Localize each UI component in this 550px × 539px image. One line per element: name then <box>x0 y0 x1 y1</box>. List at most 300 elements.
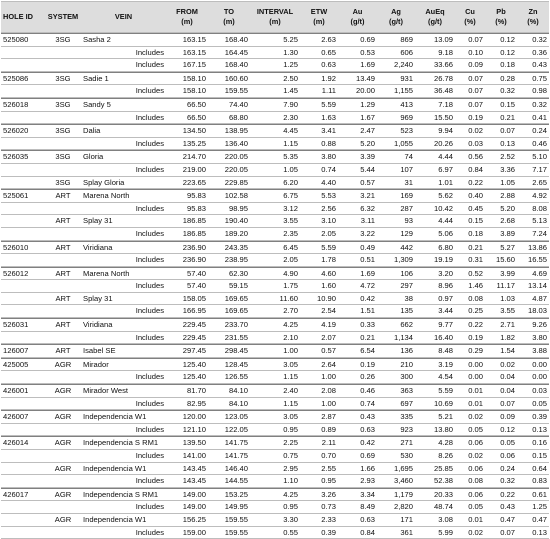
table-row <box>1 332 549 345</box>
system-cell <box>45 59 81 71</box>
pb-cell: 2.52 <box>500 152 515 162</box>
interval-cell: 3.55 <box>283 216 298 226</box>
pb-cell: 1.54 <box>500 346 515 356</box>
ag-cell: 923 <box>400 424 413 434</box>
interval-cell: 0.75 <box>283 451 298 460</box>
au-cell: 0.33 <box>360 320 375 330</box>
zn-cell: 0.43 <box>532 60 547 70</box>
table-row <box>1 344 549 358</box>
from-cell: 66.50 <box>186 112 206 122</box>
table-row <box>1 371 549 384</box>
pb-cell: 0.09 <box>500 412 515 422</box>
table-row <box>1 138 549 151</box>
column-header-unit: (%) <box>527 17 539 26</box>
system-cell <box>45 475 81 487</box>
cu-cell: 0.06 <box>468 438 483 448</box>
column-header-label: SYSTEM <box>47 12 79 21</box>
etw-cell: 5.53 <box>321 191 336 201</box>
to-cell: 168.40 <box>224 60 248 70</box>
table-row <box>1 436 549 450</box>
pb-cell: 0.13 <box>500 138 515 148</box>
cu-cell: 0.02 <box>468 126 483 136</box>
ag-cell: 361 <box>400 527 413 537</box>
system-cell: 3SG <box>55 99 71 109</box>
column-header-unit: (m) <box>223 17 235 26</box>
aueq-cell: 4.28 <box>438 438 453 448</box>
vein-cell: Marena North <box>83 268 130 278</box>
zn-cell: 0.13 <box>532 424 547 434</box>
etw-cell: 2.63 <box>321 35 336 44</box>
table-row <box>1 177 549 190</box>
vein-cell: Includes <box>135 451 164 460</box>
table-row <box>1 488 549 502</box>
from-cell: 121.10 <box>182 424 206 434</box>
to-cell: 68.80 <box>228 112 248 122</box>
interval-cell: 1.15 <box>283 398 298 408</box>
pb-cell: 5.20 <box>500 203 515 213</box>
cu-cell: 0.06 <box>468 463 483 473</box>
to-cell: 59.15 <box>228 281 248 291</box>
interval-cell: 3.30 <box>283 514 298 524</box>
from-cell: 143.45 <box>182 463 206 473</box>
table-row <box>1 475 549 488</box>
to-cell: 233.70 <box>224 320 248 330</box>
column-header <box>300 2 338 32</box>
etw-cell: 0.63 <box>321 60 336 70</box>
to-cell: 146.40 <box>224 463 248 473</box>
interval-cell: 6.75 <box>283 191 298 201</box>
au-cell: 0.46 <box>360 386 375 396</box>
hole-id-cell <box>1 85 45 97</box>
ag-cell: 869 <box>400 35 413 44</box>
table-row <box>1 527 549 539</box>
to-cell: 126.55 <box>224 372 248 382</box>
table-row <box>1 305 549 318</box>
column-header-unit: (m) <box>269 17 281 26</box>
column-header <box>250 2 300 32</box>
pb-cell: 0.12 <box>500 424 515 434</box>
system-cell: AGR <box>54 359 72 369</box>
from-cell: 95.83 <box>186 191 206 201</box>
aueq-cell: 3.44 <box>438 306 453 316</box>
hole-id-cell: 525061 <box>3 191 29 201</box>
table-row <box>1 384 549 398</box>
interval-cell: 7.90 <box>283 99 298 109</box>
interval-cell: 1.15 <box>283 372 298 382</box>
column-header-unit: (m) <box>313 17 325 26</box>
column-header <box>517 2 549 32</box>
to-cell: 138.95 <box>224 126 248 136</box>
to-cell: 189.20 <box>224 228 248 238</box>
vein-cell: Includes <box>135 255 164 265</box>
table-row <box>1 318 549 332</box>
etw-cell: 2.55 <box>321 463 336 473</box>
hole-id-cell <box>1 514 45 526</box>
etw-cell: 2.05 <box>321 228 336 238</box>
system-cell <box>45 332 81 344</box>
from-cell: 229.45 <box>182 332 206 342</box>
ag-cell: 1,309 <box>393 255 413 265</box>
ag-cell: 287 <box>400 203 413 213</box>
vein-cell: Sandy 5 <box>83 99 111 109</box>
vein-cell: Includes <box>135 398 164 408</box>
system-cell: AGR <box>54 514 72 524</box>
system-cell: AGR <box>54 438 72 448</box>
hole-id-cell: 426001 <box>3 386 29 396</box>
table-row <box>1 450 549 463</box>
ag-cell: 297 <box>400 281 413 291</box>
column-header-label: Ag <box>391 7 401 16</box>
aueq-cell: 4.54 <box>438 372 453 382</box>
hole-id-cell <box>1 228 45 240</box>
aueq-cell: 26.78 <box>433 73 453 83</box>
hole-id-cell <box>1 398 45 410</box>
au-cell: 0.84 <box>360 527 375 537</box>
from-cell: 214.70 <box>182 152 206 162</box>
au-cell: 0.19 <box>360 359 375 369</box>
etw-cell: 0.65 <box>321 47 336 57</box>
pb-cell: 0.15 <box>500 99 515 109</box>
vein-cell: Independencia W1 <box>83 412 147 422</box>
etw-cell: 0.88 <box>321 138 336 148</box>
pb-cell: 2.68 <box>500 216 515 226</box>
etw-cell: 4.40 <box>321 177 336 187</box>
etw-cell: 2.07 <box>321 332 336 342</box>
interval-cell: 1.10 <box>283 476 298 486</box>
zn-cell: 2.65 <box>532 177 547 187</box>
pb-cell: 0.07 <box>500 398 515 408</box>
etw-cell: 0.70 <box>321 451 336 460</box>
zn-cell: 0.05 <box>532 398 547 408</box>
column-header <box>455 2 485 32</box>
from-cell: 82.95 <box>186 398 206 408</box>
system-cell: ART <box>55 293 71 303</box>
to-cell: 159.55 <box>224 527 248 537</box>
pb-cell: 0.32 <box>500 476 515 486</box>
au-cell: 1.69 <box>360 268 375 278</box>
to-cell: 243.35 <box>224 242 248 252</box>
hole-id-cell: 526031 <box>3 320 29 330</box>
table-row <box>1 398 549 411</box>
cu-cell: 0.31 <box>468 255 483 265</box>
zn-cell: 0.24 <box>532 126 547 136</box>
system-cell: ART <box>55 242 71 252</box>
zn-cell: 0.00 <box>532 359 547 369</box>
ag-cell: 442 <box>400 242 413 252</box>
table-row <box>1 112 549 125</box>
from-cell: 158.10 <box>182 73 206 83</box>
aueq-cell: 9.94 <box>438 126 453 136</box>
table-row <box>1 241 549 255</box>
hole-id-cell <box>1 424 45 436</box>
etw-cell: 2.56 <box>321 203 336 213</box>
zn-cell: 4.69 <box>532 268 547 278</box>
to-cell: 149.95 <box>224 502 248 512</box>
table-row <box>1 424 549 437</box>
etw-cell: 0.39 <box>321 527 336 537</box>
to-cell: 229.85 <box>224 177 248 187</box>
hole-id-cell <box>1 59 45 71</box>
vein-cell: Includes <box>135 527 164 537</box>
aueq-cell: 1.01 <box>438 177 453 187</box>
etw-cell: 10.90 <box>316 293 336 303</box>
aueq-cell: 10.42 <box>433 203 453 213</box>
pb-cell: 0.28 <box>500 73 515 83</box>
interval-cell: 1.30 <box>283 47 298 57</box>
aueq-cell: 16.40 <box>433 332 453 342</box>
from-cell: 166.95 <box>182 306 206 316</box>
au-cell: 0.63 <box>360 424 375 434</box>
system-cell <box>45 164 81 176</box>
hole-id-cell <box>1 138 45 150</box>
system-cell <box>45 527 81 539</box>
to-cell: 74.40 <box>228 99 248 109</box>
column-header-label: VEIN <box>114 12 133 21</box>
to-cell: 84.10 <box>228 398 248 408</box>
aueq-cell: 3.20 <box>438 268 453 278</box>
au-cell: 0.74 <box>360 398 375 408</box>
from-cell: 236.90 <box>182 255 206 265</box>
table-row <box>1 254 549 267</box>
table-row <box>1 514 549 527</box>
system-cell: ART <box>55 191 71 201</box>
system-cell: ART <box>55 216 71 226</box>
ag-cell: 171 <box>400 514 413 524</box>
cu-cell: 0.01 <box>468 514 483 524</box>
pb-cell: 0.47 <box>500 514 515 524</box>
etw-cell: 1.60 <box>321 281 336 291</box>
zn-cell: 18.03 <box>527 306 547 316</box>
table-body <box>1 33 549 539</box>
aueq-cell: 5.62 <box>438 191 453 201</box>
cu-cell: 0.45 <box>468 203 483 213</box>
pb-cell: 15.60 <box>495 255 515 265</box>
pb-cell: 0.04 <box>500 372 515 382</box>
from-cell: 125.40 <box>182 372 206 382</box>
cu-cell: 0.25 <box>468 306 483 316</box>
aueq-cell: 13.80 <box>433 424 453 434</box>
cu-cell: 0.22 <box>468 177 483 187</box>
to-cell: 220.05 <box>224 164 248 174</box>
pb-cell: 0.43 <box>500 502 515 512</box>
zn-cell: 0.41 <box>532 112 547 122</box>
interval-cell: 2.05 <box>283 255 298 265</box>
system-cell <box>45 228 81 240</box>
zn-cell: 0.46 <box>532 138 547 148</box>
interval-cell: 0.95 <box>283 424 298 434</box>
interval-cell: 2.25 <box>283 438 298 448</box>
cu-cell: 0.22 <box>468 320 483 330</box>
table-row <box>1 164 549 177</box>
column-header <box>415 2 455 32</box>
interval-cell: 6.45 <box>283 242 298 252</box>
cu-cell: 0.19 <box>468 332 483 342</box>
au-cell: 1.67 <box>360 112 375 122</box>
au-cell: 0.49 <box>360 242 375 252</box>
to-cell: 141.75 <box>224 451 248 460</box>
vein-cell: Viridiana <box>83 320 113 330</box>
interval-cell: 3.12 <box>283 203 298 213</box>
cu-cell: 0.07 <box>468 35 483 44</box>
pb-cell: 0.22 <box>500 489 515 499</box>
column-header-label: ETW <box>310 7 328 16</box>
column-header-label: HOLE ID <box>3 12 33 21</box>
aueq-cell: 5.06 <box>438 228 453 238</box>
ag-cell: 300 <box>400 372 413 382</box>
aueq-cell: 36.48 <box>433 86 453 96</box>
interval-cell: 3.05 <box>283 412 298 422</box>
table-row <box>1 150 549 164</box>
vein-cell: Includes <box>135 47 164 57</box>
au-cell: 0.43 <box>360 412 375 422</box>
ag-cell: 210 <box>400 359 413 369</box>
from-cell: 158.05 <box>182 293 206 303</box>
ag-cell: 606 <box>400 47 413 57</box>
ag-cell: 1,179 <box>393 489 413 499</box>
ag-cell: 38 <box>404 293 413 303</box>
from-cell: 125.40 <box>182 359 206 369</box>
hole-id-cell: 526035 <box>3 152 29 162</box>
pb-cell: 11.17 <box>496 281 515 291</box>
cu-cell: 1.46 <box>468 281 483 291</box>
column-header-label: Pb <box>496 7 506 16</box>
cu-cell: 0.19 <box>468 112 483 122</box>
hole-id-cell: 525080 <box>3 35 29 44</box>
zn-cell: 0.13 <box>532 527 547 537</box>
au-cell: 2.93 <box>360 476 375 486</box>
interval-cell: 5.25 <box>283 35 298 44</box>
au-cell: 3.22 <box>360 228 375 238</box>
from-cell: 219.00 <box>182 164 206 174</box>
column-header <box>166 2 208 32</box>
pb-cell: 0.07 <box>500 126 515 136</box>
au-cell: 0.51 <box>360 255 375 265</box>
etw-cell: 0.74 <box>321 164 336 174</box>
au-cell: 3.39 <box>360 152 375 162</box>
pb-cell: 0.12 <box>500 47 515 57</box>
ag-cell: 74 <box>404 152 413 162</box>
aueq-cell: 6.80 <box>438 242 453 252</box>
ag-cell: 523 <box>400 126 413 136</box>
au-cell: 3.21 <box>360 191 375 201</box>
to-cell: 160.60 <box>224 73 248 83</box>
to-cell: 168.40 <box>224 35 248 44</box>
column-header <box>485 2 517 32</box>
to-cell: 141.75 <box>224 438 248 448</box>
system-cell: AGR <box>54 412 72 422</box>
table-row <box>1 33 549 47</box>
from-cell: 120.00 <box>182 412 206 422</box>
to-cell: 164.45 <box>224 47 248 57</box>
system-cell: ART <box>55 320 71 330</box>
zn-cell: 4.87 <box>532 293 547 303</box>
hole-id-cell <box>1 177 45 189</box>
etw-cell: 2.54 <box>321 306 336 316</box>
au-cell: 3.34 <box>360 489 375 499</box>
table-row <box>1 358 549 372</box>
zn-cell: 0.61 <box>532 489 547 499</box>
vein-cell: Independencia W1 <box>83 463 147 473</box>
column-header-unit: (%) <box>495 17 507 26</box>
interval-cell: 1.25 <box>283 60 298 70</box>
system-cell: 3SG <box>55 152 71 162</box>
from-cell: 186.85 <box>182 228 206 238</box>
hole-id-cell <box>1 501 45 513</box>
interval-cell: 0.95 <box>283 502 298 512</box>
pb-cell: 0.07 <box>500 527 515 537</box>
vein-cell: Sasha 2 <box>83 35 111 44</box>
vein-cell: Includes <box>135 138 164 148</box>
to-cell: 190.40 <box>224 216 248 226</box>
pb-cell: 0.32 <box>500 86 515 96</box>
etw-cell: 1.92 <box>321 73 336 83</box>
cu-cell: 0.02 <box>468 451 483 460</box>
hole-id-cell <box>1 280 45 292</box>
to-cell: 122.05 <box>224 424 248 434</box>
zn-cell: 0.32 <box>532 35 547 44</box>
zn-cell: 1.25 <box>532 502 547 512</box>
pb-cell: 0.06 <box>500 451 515 460</box>
au-cell: 0.69 <box>360 451 375 460</box>
zn-cell: 13.86 <box>527 242 547 252</box>
aueq-cell: 3.19 <box>438 359 453 369</box>
column-header <box>208 2 250 32</box>
interval-cell: 1.05 <box>283 164 298 174</box>
pb-cell: 3.36 <box>500 164 515 174</box>
ag-cell: 1,055 <box>393 138 413 148</box>
interval-cell: 5.35 <box>283 152 298 162</box>
cu-cell: 0.01 <box>468 386 483 396</box>
aueq-cell: 8.26 <box>438 451 453 460</box>
system-cell: 3SG <box>55 73 71 83</box>
aueq-cell: 20.33 <box>433 489 453 499</box>
vein-cell: Mirador <box>83 359 109 369</box>
hole-id-cell: 526018 <box>3 99 29 109</box>
interval-cell: 3.05 <box>283 359 298 369</box>
pb-cell: 0.21 <box>500 112 515 122</box>
zn-cell: 0.47 <box>532 514 547 524</box>
interval-cell: 1.45 <box>283 86 298 96</box>
table-row <box>1 280 549 293</box>
column-header-label: Au <box>352 7 363 16</box>
system-cell <box>45 450 81 462</box>
ag-cell: 2,820 <box>393 502 413 512</box>
ag-cell: 2,240 <box>393 60 413 70</box>
cu-cell: 0.00 <box>468 372 483 382</box>
table-row <box>1 189 549 203</box>
ag-cell: 413 <box>400 99 413 109</box>
ag-cell: 3,460 <box>393 476 413 486</box>
hole-id-cell <box>1 112 45 124</box>
cu-cell: 0.21 <box>468 242 483 252</box>
from-cell: 297.45 <box>182 346 206 356</box>
vein-cell: Includes <box>135 203 164 213</box>
from-cell: 66.50 <box>186 99 206 109</box>
aueq-cell: 5.99 <box>438 527 453 537</box>
aueq-cell: 6.97 <box>438 164 453 174</box>
system-cell <box>45 85 81 97</box>
au-cell: 3.11 <box>360 216 375 226</box>
vein-cell: Includes <box>135 502 164 512</box>
table-row <box>1 85 549 98</box>
zn-cell: 0.36 <box>532 47 547 57</box>
table-row <box>1 59 549 72</box>
aueq-cell: 25.85 <box>433 463 453 473</box>
aueq-cell: 7.18 <box>438 99 453 109</box>
cu-cell: 0.03 <box>468 138 483 148</box>
to-cell: 98.95 <box>228 203 248 213</box>
zn-cell: 13.14 <box>527 281 547 291</box>
